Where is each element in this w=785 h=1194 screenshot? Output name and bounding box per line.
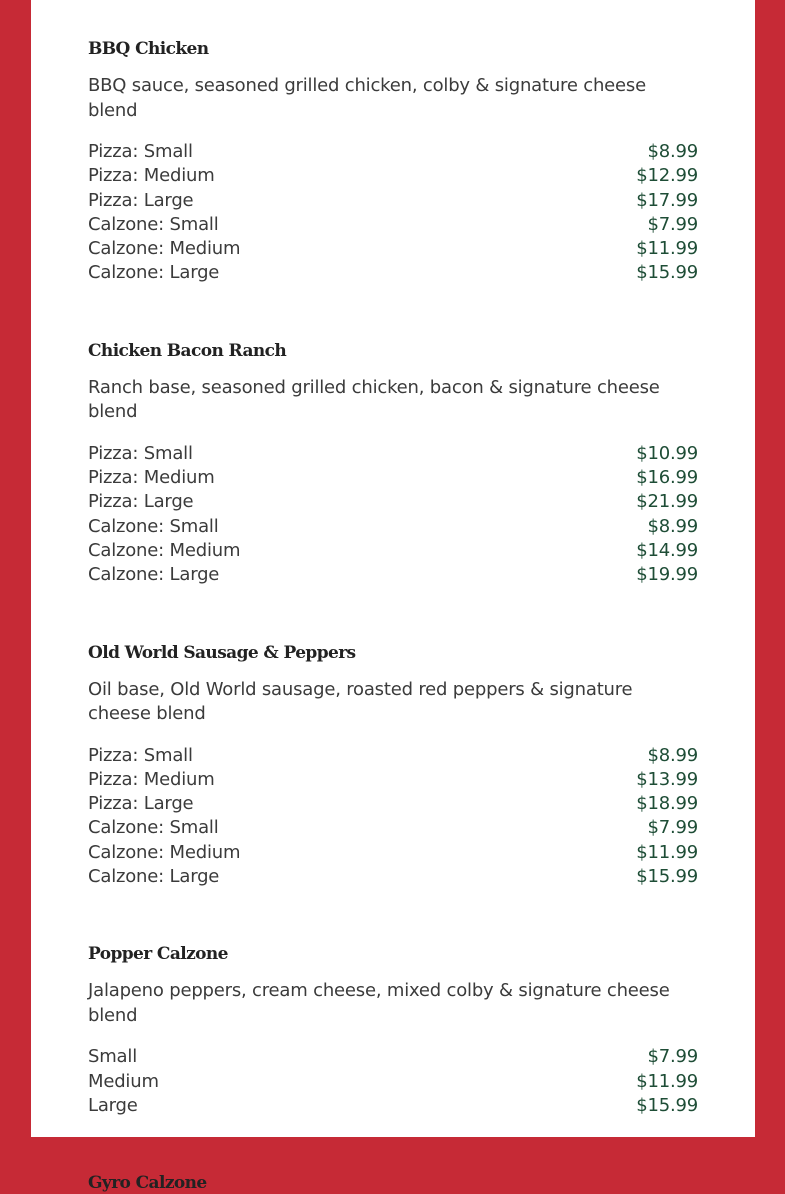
price-row-label: Pizza: Large: [88, 189, 194, 211]
price-row-label: Calzone: Medium: [88, 238, 241, 260]
price-row-label: Medium: [88, 1070, 159, 1092]
price-row-value: $7.99: [647, 1046, 698, 1068]
price-row: [88, 189, 698, 213]
price-row: [88, 442, 698, 466]
price-row-label: Pizza: Large: [88, 793, 194, 815]
menu-item-description: Jalapeno peppers, cream cheese, mixed colby & signature cheese blend: [88, 980, 670, 1026]
menu-items-list: [88, 38, 698, 1194]
price-list: [88, 1045, 698, 1118]
price-list: [88, 442, 698, 588]
price-row: [88, 1070, 698, 1094]
price-row-value: $7.99: [647, 213, 698, 235]
menu-item-description: BBQ sauce, seasoned grilled chicken, colby & signature cheese blend: [88, 75, 646, 121]
price-row-label: Pizza: Medium: [88, 467, 215, 489]
price-row: [88, 865, 698, 889]
menu-item: [88, 38, 698, 286]
price-row: [88, 490, 698, 514]
price-row-value: $19.99: [636, 564, 698, 586]
price-row-label: Calzone: Medium: [88, 539, 241, 561]
menu-item-title: Chicken Bacon Ranch: [88, 340, 287, 361]
price-row: [88, 792, 698, 816]
menu-item-description: Ranch base, seasoned grilled chicken, bacon & signature cheese blend: [88, 376, 660, 423]
price-row-label: Large: [88, 1094, 138, 1116]
price-row: [88, 213, 698, 237]
price-row-label: Calzone: Large: [88, 262, 220, 284]
price-row-label: Pizza: Small: [88, 744, 193, 766]
price-row: [88, 164, 698, 188]
price-list: [88, 744, 698, 890]
price-row-value: $10.99: [636, 442, 698, 464]
price-row-value: $15.99: [636, 866, 698, 888]
price-row-value: $8.99: [647, 744, 698, 766]
price-row-value: $8.99: [647, 141, 698, 162]
price-row: [88, 140, 698, 164]
price-row-value: $11.99: [636, 841, 698, 863]
price-row-value: $7.99: [647, 817, 698, 839]
price-row-label: Small: [88, 1046, 137, 1068]
menu-item-title: BBQ Chicken: [88, 39, 209, 59]
price-row-value: $21.99: [636, 491, 698, 513]
price-row-value: $13.99: [636, 768, 698, 790]
price-row-label: Calzone: Medium: [88, 841, 241, 863]
menu-item-title: Old World Sausage & Peppers: [88, 642, 356, 663]
price-row: [88, 1045, 698, 1069]
menu-item: [88, 340, 698, 588]
price-row-value: $12.99: [636, 165, 698, 187]
price-row-value: $18.99: [636, 793, 698, 815]
price-row: [88, 1094, 698, 1118]
price-row-value: $14.99: [636, 539, 698, 561]
price-row-label: Pizza: Small: [88, 442, 193, 464]
price-row: [88, 841, 698, 865]
price-row-label: Calzone: Large: [88, 564, 220, 586]
price-row: [88, 816, 698, 840]
menu-item-description: Oil base, Old World sausage, roasted red peppers & signature cheese blend: [88, 678, 633, 725]
price-row-value: $17.99: [636, 189, 698, 211]
price-row: [88, 563, 698, 587]
price-row: [88, 515, 698, 539]
price-row-label: Calzone: Small: [88, 817, 219, 839]
price-row-label: Calzone: Small: [88, 213, 219, 235]
menu-item-title: Gyro Calzone: [88, 1173, 207, 1194]
price-row: [88, 768, 698, 792]
menu-item: [88, 642, 698, 890]
menu-item: [88, 1172, 698, 1194]
price-row: [88, 744, 698, 768]
menu-content: [88, 0, 698, 1194]
price-row-label: Calzone: Small: [88, 515, 219, 537]
price-row: [88, 261, 698, 285]
price-list: [88, 140, 698, 286]
price-row: [88, 237, 698, 261]
price-row-label: Pizza: Medium: [88, 165, 215, 187]
price-row: [88, 466, 698, 490]
price-row-value: $16.99: [636, 467, 698, 489]
price-row-value: $11.99: [636, 238, 698, 260]
price-row-label: Pizza: Medium: [88, 768, 215, 790]
price-row-value: $11.99: [636, 1070, 698, 1092]
price-row: [88, 539, 698, 563]
menu-panel: [31, 0, 755, 1194]
price-row-label: Pizza: Small: [88, 141, 193, 162]
price-row-label: Calzone: Large: [88, 866, 220, 888]
price-row-value: $15.99: [636, 262, 698, 284]
price-row-value: $15.99: [636, 1094, 698, 1116]
price-row-value: $8.99: [647, 515, 698, 537]
menu-item-title: Popper Calzone: [88, 944, 228, 965]
menu-item: [88, 943, 698, 1118]
price-row-label: Pizza: Large: [88, 491, 194, 513]
